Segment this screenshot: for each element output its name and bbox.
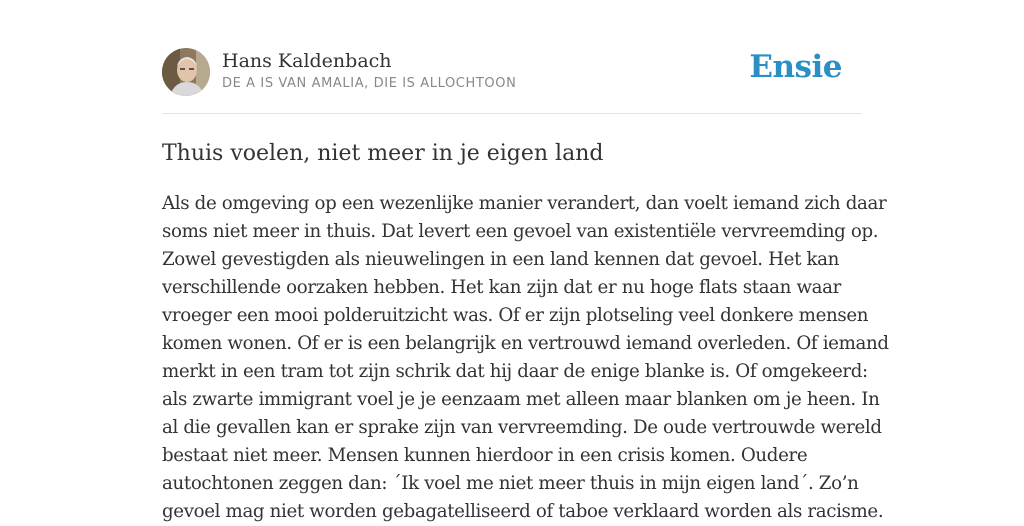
author-name[interactable]: Hans Kaldenbach bbox=[222, 50, 392, 72]
body-line: komen wonen. Of er is een belangrijk en vertrouwd iemand overleden. Of iemand bbox=[162, 333, 889, 354]
article-card bbox=[162, 44, 889, 526]
ensie-logo[interactable]: Ensie bbox=[749, 49, 842, 85]
body-line: al die gevallen kan er sprake zijn van vervreemding. De oude vertrouwde wereld bbox=[162, 417, 882, 438]
header-divider bbox=[162, 113, 862, 114]
body-line: Als de omgeving op een wezenlijke manier verandert, dan voelt iemand zich daar bbox=[162, 193, 887, 214]
author-avatar[interactable] bbox=[162, 48, 210, 96]
body-line: bestaat niet meer. Mensen kunnen hierdoor in een crisis komen. Oudere bbox=[162, 445, 808, 466]
body-line: autochtonen zeggen dan: ´Ik voel me niet meer thuis in mijn eigen land´. Zo’n bbox=[162, 473, 859, 494]
body-line: soms niet meer in thuis. Dat levert een gevoel van existentiële vervreemding op. bbox=[162, 221, 879, 242]
article-title: Thuis voelen, niet meer in je eigen land bbox=[162, 141, 604, 166]
author-tagline: DE A IS VAN AMALIA, DIE IS ALLOCHTOON bbox=[222, 76, 517, 91]
body-line: Zowel gevestigden als nieuwelingen in een land kennen dat gevoel. Het kan bbox=[162, 249, 840, 270]
body-line: merkt in een tram tot zijn schrik dat hij daar de enige blanke is. Of omgekeerd: bbox=[162, 361, 868, 382]
article-body bbox=[162, 190, 889, 526]
body-line: als zwarte immigrant voel je je eenzaam met alleen maar blanken om je heen. In bbox=[162, 389, 880, 410]
body-line: verschillende oorzaken hebben. Het kan zijn dat er nu hoge flats staan waar bbox=[162, 277, 841, 298]
article-header bbox=[162, 44, 862, 98]
author-block bbox=[222, 49, 516, 93]
body-line: vroeger een mooi polderuitzicht was. Of er zijn plotseling veel donkere mensen bbox=[162, 305, 869, 326]
body-line: gevoel mag niet worden gebagatelliseerd of taboe verklaard worden als racisme. bbox=[162, 501, 884, 522]
